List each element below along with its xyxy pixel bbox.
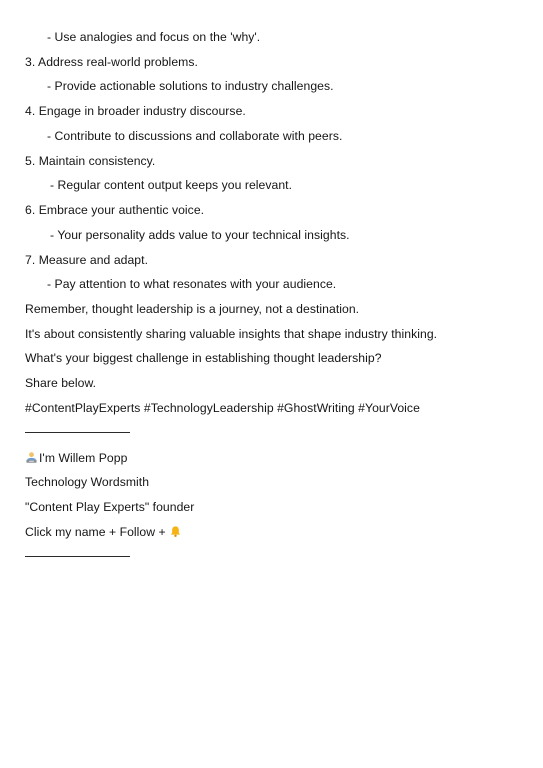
bell-icon <box>169 525 182 538</box>
tip-6-detail: - Your personality adds value to your technical insights. <box>50 228 350 242</box>
tip-2-detail: - Use analogies and focus on the 'why'. <box>47 30 261 44</box>
divider-bottom <box>25 556 130 557</box>
closing-about: It's about consistently sharing valuable insights that shape industry thinking. <box>25 327 438 341</box>
tip-7-detail: - Pay attention to what resonates with your audience. <box>47 277 337 291</box>
tip-3-heading: 3. Address real-world problems. <box>25 55 198 69</box>
tip-7-heading: 7. Measure and adapt. <box>25 253 149 267</box>
tip-3-detail: - Provide actionable solutions to industry challenges. <box>47 79 334 93</box>
closing-question: What's your biggest challenge in establishing thought leadership? <box>25 351 382 365</box>
signature-name-line <box>25 450 127 466</box>
signature-founder: "Content Play Experts" founder <box>25 500 195 514</box>
tip-4-detail: - Contribute to discussions and collaborate with peers. <box>47 129 343 143</box>
closing-share: Share below. <box>25 376 97 390</box>
tip-6-heading: 6. Embrace your authentic voice. <box>25 203 205 217</box>
tip-5-detail: - Regular content output keeps you relevant. <box>50 178 293 192</box>
closing-remember: Remember, thought leadership is a journey, not a destination. <box>25 302 360 316</box>
signature-cta <box>25 524 183 540</box>
signature-name: I'm Willem Popp <box>39 451 128 465</box>
signature-role: Technology Wordsmith <box>25 475 150 489</box>
divider-top <box>25 432 130 433</box>
tip-5-heading: 5. Maintain consistency. <box>25 154 156 168</box>
signature-cta-text: Click my name + Follow + <box>25 525 170 539</box>
hashtags: #ContentPlayExperts #TechnologyLeadership #GhostWriting #YourVoice <box>25 401 420 415</box>
person-at-laptop-icon <box>25 451 38 464</box>
tip-4-heading: 4. Engage in broader industry discourse. <box>25 104 246 118</box>
